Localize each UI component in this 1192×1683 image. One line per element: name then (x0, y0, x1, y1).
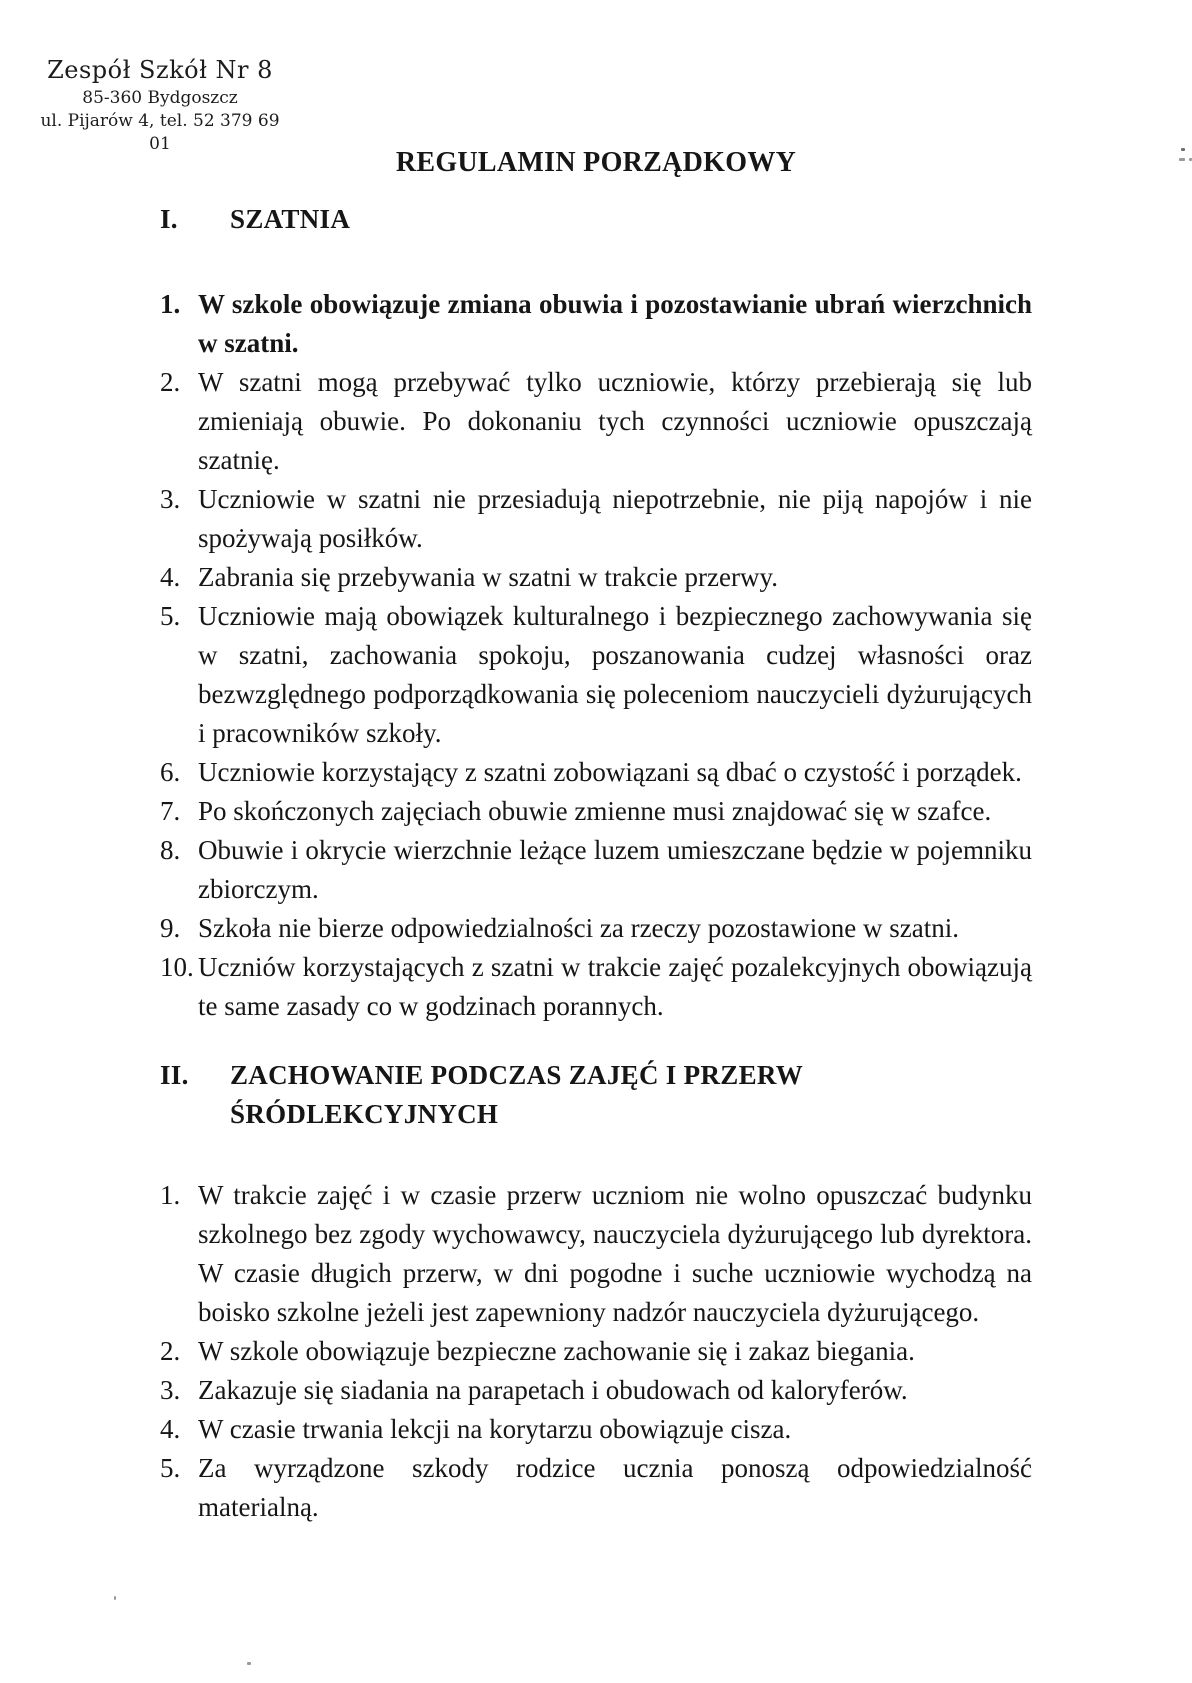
section-title-line1: ZACHOWANIE PODCZAS ZAJĘĆ I PRZERW (230, 1060, 804, 1090)
list-item-text: Obuwie i okrycie wierzchnie leżące luzem umieszczane będzie w pojemniku zbiorczym. (198, 835, 1032, 904)
section-title-line1: SZATNIA (230, 204, 351, 234)
list-item (160, 558, 1032, 597)
document-section (160, 200, 1032, 1026)
scan-artifact (114, 1596, 116, 1600)
section-title (230, 1056, 1032, 1134)
list-item (160, 948, 1032, 1026)
list-item-number: 7. (160, 796, 181, 826)
list-item-number: 1. (160, 289, 181, 319)
list-item-number: 2. (160, 1336, 181, 1366)
list-item (160, 753, 1032, 792)
list-item-number: 2. (160, 367, 181, 397)
sections-container (160, 200, 1032, 1527)
document-body (160, 143, 1032, 1527)
list-item-text: Zakazuje się siadania na parapetach i obudowach od kaloryferów. (198, 1375, 908, 1405)
list-item (160, 1176, 1032, 1332)
scan-artifact (1181, 148, 1185, 151)
list-item-number: 3. (160, 484, 181, 514)
list-item-number: 3. (160, 1375, 181, 1405)
list-item-text: W szkole obowiązuje bezpieczne zachowanie się i zakaz biegania. (198, 1336, 915, 1366)
school-stamp (28, 54, 292, 156)
list-item-text: Uczniów korzystających z szatni w trakcie zajęć pozalekcyjnych obowiązują te same zasady co w godzinach porannych. (198, 952, 1032, 1021)
list-item-text: W szatni mogą przebywać tylko uczniowie, którzy przebierają się lub zmieniają obuwie. Po dokonaniu tych czynności uczniowie opuszczają szatnię. (198, 367, 1032, 475)
list-item-number: 9. (160, 913, 181, 943)
list-item (160, 597, 1032, 753)
list-item (160, 363, 1032, 480)
list-item-number: 4. (160, 1414, 181, 1444)
list-item-number: 6. (160, 757, 181, 787)
list-item (160, 792, 1032, 831)
list-item (160, 1371, 1032, 1410)
section-items (160, 1176, 1032, 1527)
section-title-line2: ŚRÓDLEKCYJNYCH (230, 1099, 499, 1129)
scan-artifact (1179, 158, 1185, 161)
list-item-number: 1. (160, 1180, 181, 1210)
section-number: I. (160, 204, 178, 234)
list-item-text: Uczniowie w szatni nie przesiadują niepotrzebnie, nie piją napojów i nie spożywają posiłków. (198, 484, 1032, 553)
list-item-text: W trakcie zajęć i w czasie przerw uczniom nie wolno opuszczać budynku szkolnego bez zgody wychowawcy, nauczyciela dyżurującego lub dyrektora. W czasie długich przerw, w dni pogodne i suche uczniowie wychodzą na boisko szkolne jeżeli jest zapewniony nadzór nauczyciela dyżurującego. (198, 1180, 1032, 1327)
list-item-text: Uczniowie mają obowiązek kulturalnego i bezpiecznego zachowywania się w szatni, zachowania spokoju, poszanowania cudzej własności oraz bezwzględnego podporządkowania się poleceniom nauczycieli dyżurujących i pracowników szkoły. (198, 601, 1032, 748)
list-item (160, 1332, 1032, 1371)
scan-artifact (247, 1662, 251, 1665)
list-item (160, 831, 1032, 909)
list-item-text: W czasie trwania lekcji na korytarzu obowiązuje cisza. (198, 1414, 792, 1444)
school-name: Zespół Szkół Nr 8 (47, 56, 273, 84)
school-postal-code: 85-360 Bydgoszcz (82, 88, 238, 108)
list-item-number: 5. (160, 1453, 181, 1483)
section-heading (160, 200, 1032, 239)
section-number: II. (160, 1060, 189, 1090)
section-heading (160, 1056, 1032, 1134)
section-items (160, 285, 1032, 1026)
list-item-number: 8. (160, 835, 181, 865)
document-section (160, 1056, 1032, 1527)
list-item (160, 909, 1032, 948)
list-item-number: 5. (160, 601, 181, 631)
section-title (230, 200, 1032, 239)
list-item-text: Zabrania się przebywania w szatni w trakcie przerwy. (198, 562, 778, 592)
list-item (160, 1410, 1032, 1449)
list-item-text: Uczniowie korzystający z szatni zobowiązani są dbać o czystość i porządek. (198, 757, 1022, 787)
list-item-text: Za wyrządzone szkody rodzice ucznia ponoszą odpowiedzialność materialną. (198, 1453, 1032, 1522)
list-item (160, 480, 1032, 558)
document-title: REGULAMIN PORZĄDKOWY (395, 147, 797, 178)
list-item-text: Szkoła nie bierze odpowiedzialności za rzeczy pozostawione w szatni. (198, 913, 959, 943)
list-item-number: 4. (160, 562, 181, 592)
list-item-text: Po skończonych zajęciach obuwie zmienne musi znajdować się w szafce. (198, 796, 992, 826)
list-item-number: 10. (160, 952, 194, 982)
list-item (160, 1449, 1032, 1527)
list-item-text: W szkole obowiązuje zmiana obuwia i pozostawianie ubrań wierzchnich w szatni. (198, 289, 1032, 358)
list-item (160, 285, 1032, 363)
school-address-phone: ul. Pijarów 4, tel. 52 379 69 01 (40, 111, 280, 154)
